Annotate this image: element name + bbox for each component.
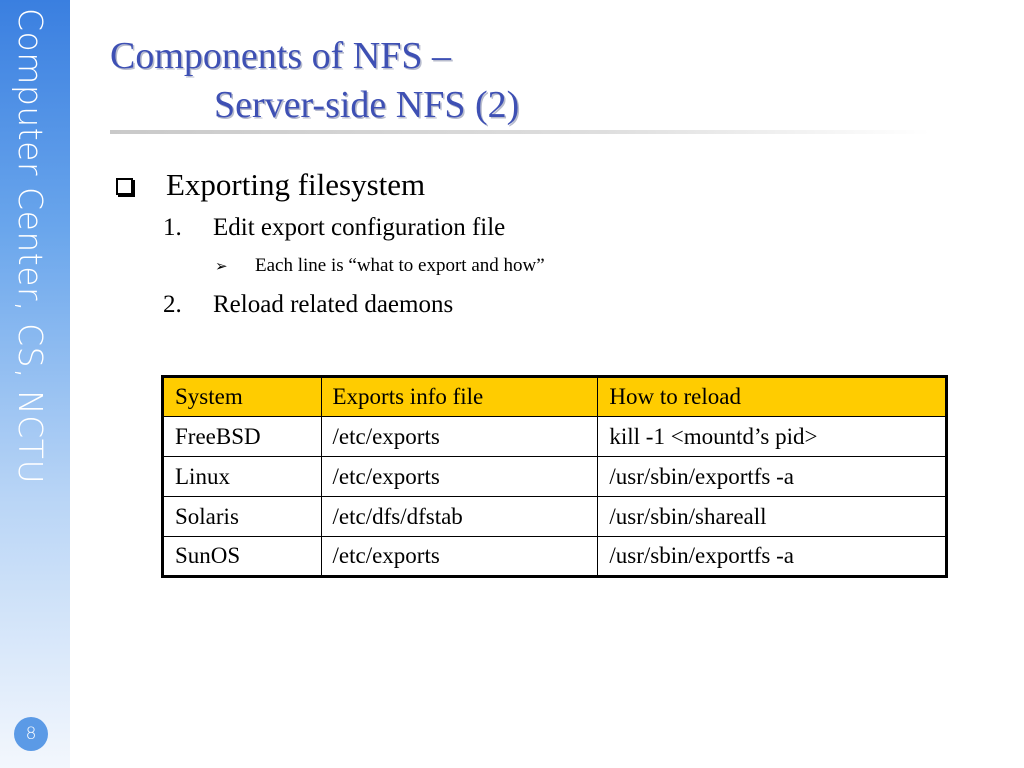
header-system: System <box>163 377 322 417</box>
slide-title-line2: Server-side NFS (2) <box>214 84 520 126</box>
exports-table <box>161 375 948 578</box>
sidebar <box>0 0 70 768</box>
cell-exports-file: /etc/dfs/dfstab <box>321 497 598 537</box>
cell-exports-file: /etc/exports <box>321 457 598 497</box>
table-row <box>163 537 947 577</box>
arrow-bullet-icon: ➢ <box>215 257 228 275</box>
cell-system: Solaris <box>163 497 322 537</box>
sub-bullet-text: Each line is “what to export and how” <box>255 255 545 276</box>
bullet-exporting-filesystem <box>116 166 425 204</box>
step-text: Edit export configuration file <box>213 214 506 241</box>
step-1 <box>163 214 505 242</box>
table-row <box>163 457 947 497</box>
step-number: 2. <box>163 291 182 318</box>
title-divider <box>110 130 930 134</box>
table-header-row <box>163 377 947 417</box>
header-exports-file: Exports info file <box>321 377 598 417</box>
bullet-text: Exporting filesystem <box>166 167 426 202</box>
page-number-badge: 8 <box>14 717 48 751</box>
cell-system: FreeBSD <box>163 417 322 457</box>
cell-exports-file: /etc/exports <box>321 537 598 577</box>
cell-how-to-reload: /usr/sbin/exportfs -a <box>598 457 947 497</box>
sidebar-label: Computer Center, CS, NCTU <box>11 8 50 485</box>
cell-exports-file: /etc/exports <box>321 417 598 457</box>
slide-title <box>110 32 519 130</box>
step-text: Reload related daemons <box>213 291 454 318</box>
table-row <box>163 497 947 537</box>
step-2 <box>163 291 453 319</box>
cell-system: SunOS <box>163 537 322 577</box>
sub-bullet <box>215 255 545 277</box>
table-row <box>163 417 947 457</box>
slide-title-line1: Components of NFS – <box>110 35 451 77</box>
cell-how-to-reload: /usr/sbin/exportfs -a <box>598 537 947 577</box>
step-number: 1. <box>163 214 182 241</box>
cell-system: Linux <box>163 457 322 497</box>
header-how-to-reload: How to reload <box>598 377 947 417</box>
cell-how-to-reload: /usr/sbin/shareall <box>598 497 947 537</box>
cell-how-to-reload: kill -1 <mountd’s pid> <box>598 417 947 457</box>
checkbox-bullet-icon <box>116 178 133 195</box>
